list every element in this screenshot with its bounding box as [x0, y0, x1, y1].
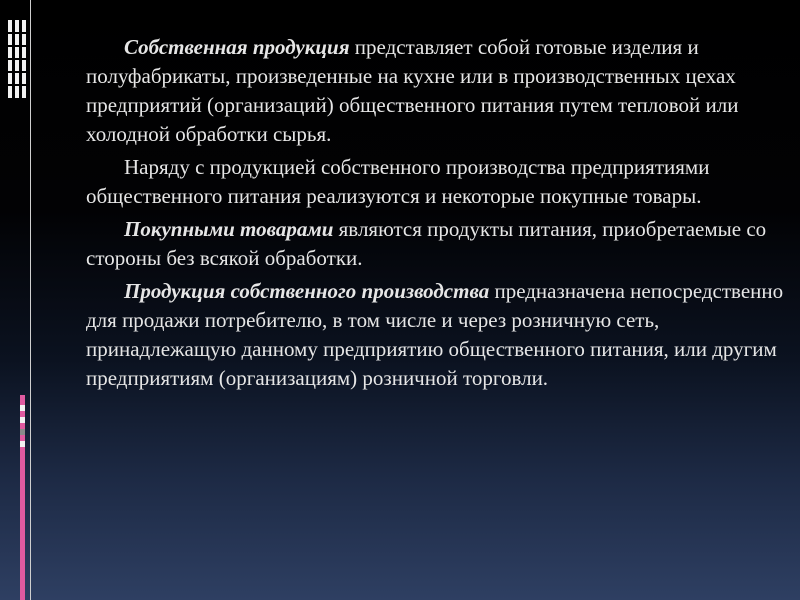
vertical-rule: [30, 0, 31, 600]
paragraph-own-products: [86, 33, 786, 149]
term-own-products: Собственная продукция: [124, 35, 350, 59]
slide-decoration-top: [2, 18, 28, 98]
paragraph-text: предназначена непосредственно для продажи потребителю, в том числе и через розничную сеть, принадлежащую данному предприятию общественного питания, или другим предприятиям (организациям) розничной торговли.: [86, 279, 784, 390]
paragraph-text: являются продукты питания, приобретаемые со стороны без всякой обработки.: [86, 217, 767, 270]
term-purchased-goods: Покупными товарами: [124, 217, 334, 241]
paragraph-purchased-alongside: [86, 153, 786, 211]
term-own-production: Продукция собственного производства: [124, 279, 490, 303]
paragraph-purchased-goods: [86, 215, 786, 273]
paragraph-text: представляет собой готовые изделия и полуфабрикаты, произведенные на кухне или в производственных цехах предприятий (организаций) общественного питания путем тепловой или холодной обработки сырья.: [86, 35, 739, 146]
slide-decoration-bottom: [18, 395, 30, 600]
slide-body: [86, 33, 786, 397]
paragraph-text: Наряду с продукцией собственного производства предприятиями общественного питания реализуются и некоторые покупные товары.: [86, 155, 710, 208]
paragraph-own-production: [86, 277, 786, 393]
